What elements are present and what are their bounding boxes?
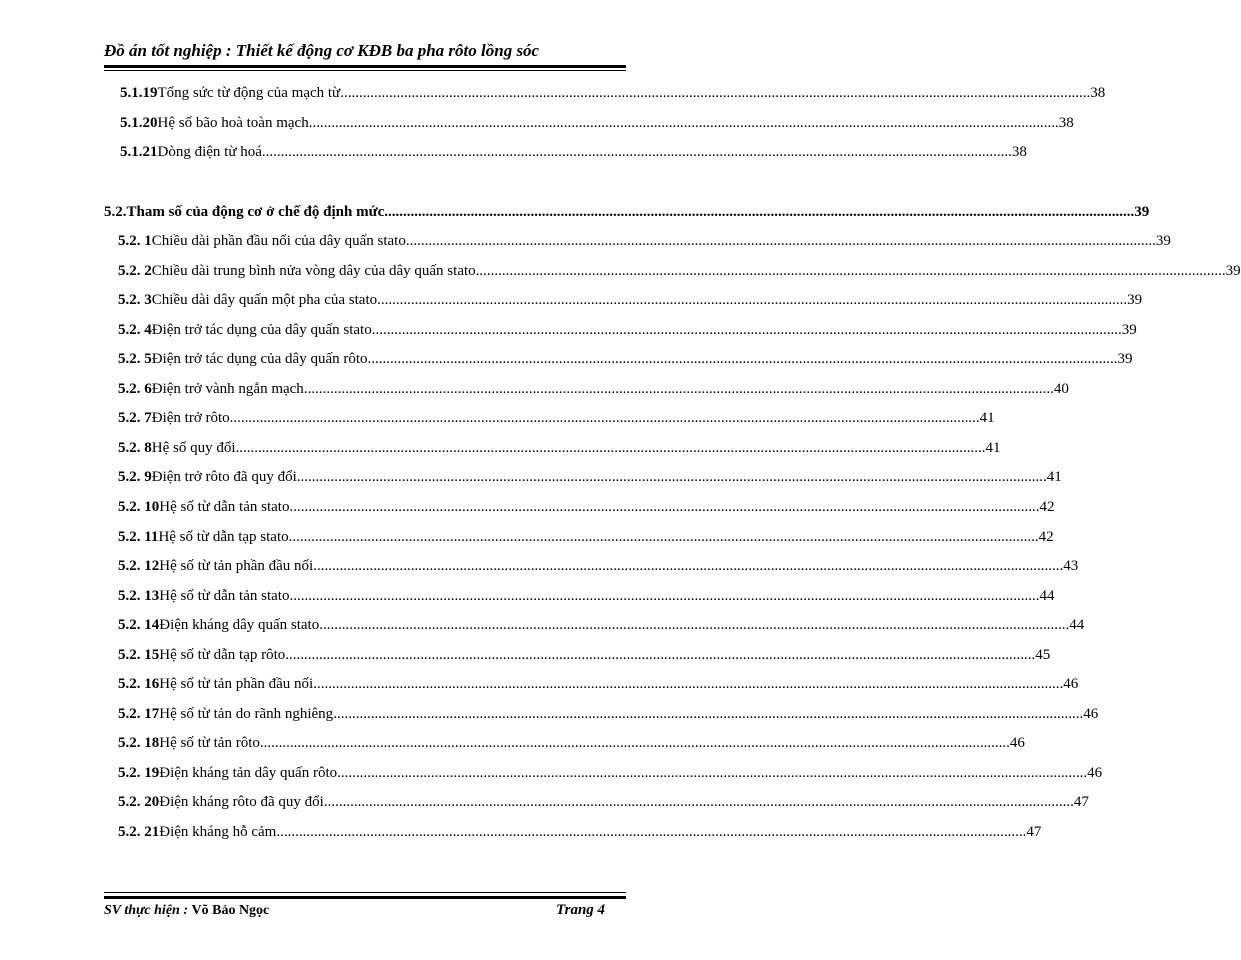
toc-entry bbox=[118, 439, 1001, 457]
footer-rule-thick bbox=[104, 896, 626, 899]
dot-leader: ........................................................................................................................................................................................................ bbox=[371, 321, 1122, 338]
toc-entry-title: Hệ số từ dẫn tản stato bbox=[159, 498, 290, 515]
toc-entry-title: Hệ số từ tản rôto bbox=[159, 735, 260, 752]
toc-entry bbox=[118, 824, 1042, 841]
dot-leader: ........................................................................................................................................................................................................ bbox=[289, 587, 1040, 604]
toc-entry-page: 40 bbox=[1053, 380, 1069, 397]
dot-leader: ........................................................................................................................................................................................................ bbox=[384, 204, 1135, 220]
toc-entry-page: 47 bbox=[1073, 794, 1089, 811]
toc-entry-number: 5.2. 15 bbox=[118, 646, 160, 663]
dot-leader: ........................................................................................................................................................................................................ bbox=[313, 676, 1064, 693]
toc-entry-page: 39 bbox=[1155, 233, 1171, 249]
toc-entry bbox=[118, 676, 1079, 693]
toc-entry-page: 46 bbox=[1083, 705, 1099, 722]
toc-entry-page: 38 bbox=[1090, 85, 1106, 101]
toc-entry-number: 5.2. 9 bbox=[118, 469, 152, 486]
toc-entry-number: 5.2. 8 bbox=[118, 439, 152, 456]
toc-entry-title: Điện kháng tản dây quấn rôto bbox=[159, 764, 338, 781]
toc-entry-page: 39 bbox=[1127, 292, 1143, 309]
toc-entry-number: 5.2. 12 bbox=[118, 558, 160, 575]
toc-entry-number: 5.2. 11 bbox=[118, 528, 159, 545]
dot-leader: ........................................................................................................................................................................................................ bbox=[285, 646, 1036, 663]
toc-entry-number: 5.2. 3 bbox=[118, 292, 152, 309]
toc-entry-page: 45 bbox=[1035, 646, 1051, 663]
toc-entry-title: Điện trở vành ngắn mạch bbox=[151, 380, 304, 397]
toc-entry-page: 39 bbox=[1134, 204, 1150, 220]
dot-leader: ........................................................................................................................................................................................................ bbox=[319, 617, 1070, 634]
toc-entry-page: 42 bbox=[1039, 498, 1055, 515]
toc-entry-title: Hệ số quy đổi bbox=[151, 439, 236, 456]
toc-entry-title: Dòng điện từ hoá bbox=[157, 144, 262, 160]
dot-leader: ........................................................................................................................................................................................................ bbox=[337, 764, 1088, 781]
toc-entry-number: 5.2. 7 bbox=[118, 410, 152, 427]
toc-entry-number: 5.2. 1 bbox=[118, 233, 152, 249]
dot-leader: ........................................................................................................................................................................................................ bbox=[405, 233, 1156, 249]
dot-leader: ........................................................................................................................................................................................................ bbox=[276, 824, 1027, 840]
toc-entry-title: Hệ số bão hoà toàn mạch bbox=[157, 114, 309, 131]
toc-entry-page: 39 bbox=[1121, 321, 1137, 338]
toc-entry-title: Tổng sức từ động của mạch từ bbox=[157, 85, 341, 101]
dot-leader: ........................................................................................................................................................................................................ bbox=[377, 292, 1128, 309]
toc-entry-page: 41 bbox=[979, 410, 995, 427]
dot-leader: ........................................................................................................................................................................................................ bbox=[235, 439, 986, 456]
toc-entry bbox=[118, 735, 1025, 752]
toc-entry-page: 46 bbox=[1063, 676, 1079, 693]
dot-leader: ........................................................................................................................................................................................................ bbox=[303, 380, 1054, 397]
toc-entry-page: 43 bbox=[1063, 558, 1079, 575]
dot-leader: ........................................................................................................................................................................................................ bbox=[333, 705, 1084, 722]
toc-entry-number: 5.2. 2 bbox=[118, 262, 152, 279]
toc-entry bbox=[118, 469, 1062, 486]
toc-entry-title: Điện kháng rôto đã quy đổi bbox=[159, 794, 324, 811]
dot-leader: ........................................................................................................................................................................................................ bbox=[296, 469, 1047, 486]
toc-entry bbox=[120, 85, 1106, 102]
author-name: Võ Bảo Ngọc bbox=[191, 903, 270, 918]
toc-entry-page: 46 bbox=[1009, 735, 1025, 752]
dot-leader: ........................................................................................................................................................................................................ bbox=[259, 735, 1010, 752]
toc-entry bbox=[118, 764, 1103, 782]
dot-leader: ........................................................................................................................................................................................................ bbox=[367, 351, 1118, 368]
toc-entry-number: 5.2. bbox=[104, 204, 127, 220]
toc-entry-number: 5.1.20 bbox=[120, 114, 158, 131]
toc-entry-title: Điện trở rôto đã quy đổi bbox=[151, 469, 297, 486]
header-rule-thin bbox=[104, 70, 626, 71]
toc-entry bbox=[120, 114, 1074, 132]
toc-entry-title: Điện trở tác dụng của dây quấn rôto bbox=[151, 351, 368, 368]
toc-entry-title: Hệ số từ dẫn tạp rôto bbox=[159, 646, 286, 663]
dot-leader: ........................................................................................................................................................................................................ bbox=[313, 558, 1064, 575]
toc-entry-page: 38 bbox=[1011, 144, 1027, 160]
toc-entry-title: Chiều dài phần đầu nối của dây quấn stato bbox=[151, 233, 406, 249]
toc-entry-page: 44 bbox=[1039, 587, 1055, 604]
toc-entry-number: 5.2. 20 bbox=[118, 794, 160, 811]
toc-entry bbox=[118, 558, 1079, 575]
toc-entry-number: 5.2. 17 bbox=[118, 705, 160, 722]
toc-entry-page: 41 bbox=[1046, 469, 1062, 486]
toc-entry-title: Hệ số từ dẫn tản stato bbox=[159, 587, 290, 604]
footer-rule-thin bbox=[104, 892, 626, 893]
toc-entry-title: Chiều dài dây quấn một pha của stato bbox=[151, 292, 378, 309]
toc-entry-title: Điện kháng hỗ cảm bbox=[159, 824, 277, 840]
toc-entry-number: 5.2. 4 bbox=[118, 321, 152, 338]
dot-leader: ........................................................................................................................................................................................................ bbox=[289, 498, 1040, 515]
header-rule-thick bbox=[104, 65, 626, 68]
toc-entry bbox=[118, 528, 1054, 546]
toc-entry-page: 39 bbox=[1225, 262, 1241, 279]
toc-entry bbox=[118, 646, 1051, 664]
toc-entry-number: 5.2. 14 bbox=[118, 617, 160, 634]
toc-entry-number: 5.2. 21 bbox=[118, 824, 160, 840]
toc-entry bbox=[118, 794, 1089, 811]
toc-entry-page: 39 bbox=[1117, 351, 1133, 368]
toc-entry-number: 5.2. 5 bbox=[118, 351, 152, 368]
document-title: Đồ án tốt nghiệp : Thiết kế động cơ KĐB ba pha rôto lồng sóc bbox=[104, 41, 540, 60]
dot-leader: ........................................................................................................................................................................................................ bbox=[323, 794, 1074, 811]
toc-entry-number: 5.2. 16 bbox=[118, 676, 160, 693]
toc-entry bbox=[118, 292, 1143, 309]
toc-entry-title: Điện trở tác dụng của dây quấn stato bbox=[151, 321, 372, 338]
toc-entry-page: 41 bbox=[985, 439, 1001, 456]
toc-entry bbox=[118, 410, 995, 427]
dot-leader: ........................................................................................................................................................................................................ bbox=[308, 114, 1059, 131]
toc-entry-number: 5.2. 18 bbox=[118, 735, 160, 752]
dot-leader: ........................................................................................................................................................................................................ bbox=[229, 410, 980, 427]
toc-entry-number: 5.2. 13 bbox=[118, 587, 160, 604]
toc-entry bbox=[118, 262, 1241, 280]
toc-entry-title: Hệ số từ dẫn tạp stato bbox=[158, 528, 289, 545]
toc-entry bbox=[118, 705, 1099, 723]
dot-leader: ........................................................................................................................................................................................................ bbox=[340, 85, 1091, 101]
toc-entry-page: 44 bbox=[1069, 617, 1085, 634]
toc-entry-page: 47 bbox=[1026, 824, 1042, 840]
toc-entry bbox=[118, 233, 1171, 250]
author-line bbox=[104, 903, 269, 919]
toc-entry bbox=[118, 587, 1055, 605]
toc-entry bbox=[118, 498, 1055, 516]
toc-entry bbox=[118, 617, 1085, 634]
author-label: SV thực hiện : bbox=[104, 903, 192, 918]
toc-entry-number: 5.2. 19 bbox=[118, 764, 160, 781]
toc-entry-number: 5.2. 6 bbox=[118, 380, 152, 397]
toc-entry bbox=[118, 380, 1069, 398]
toc-entry-title: Hệ số từ tản phần đầu nối bbox=[159, 676, 314, 693]
toc-entry-page: 42 bbox=[1038, 528, 1054, 545]
dot-leader: ........................................................................................................................................................................................................ bbox=[261, 144, 1012, 160]
toc-entry-number: 5.2. 10 bbox=[118, 498, 160, 515]
toc-entry-number: 5.1.19 bbox=[120, 85, 158, 101]
toc-entry-title: Tham số của động cơ ở chế độ định mức bbox=[126, 204, 385, 220]
toc-entry-title: Chiều dài trung bình nửa vòng dây của dây quấn stato bbox=[151, 262, 476, 279]
toc-entry bbox=[120, 144, 1027, 161]
toc-entry-title: Hệ số từ tản phần đầu nối bbox=[159, 558, 314, 575]
toc-entry-title: Điện trở rôto bbox=[151, 410, 230, 427]
toc-entry bbox=[118, 321, 1137, 339]
toc-entry-page: 46 bbox=[1087, 764, 1103, 781]
toc-entry bbox=[118, 351, 1133, 368]
dot-leader: ........................................................................................................................................................................................................ bbox=[288, 528, 1039, 545]
toc-section-heading bbox=[104, 204, 1150, 221]
toc-entry-page: 38 bbox=[1058, 114, 1074, 131]
toc-entry-number: 5.1.21 bbox=[120, 144, 158, 160]
toc-entry-title: Điện kháng dây quấn stato bbox=[159, 617, 320, 634]
page-number: Trang 4 bbox=[556, 902, 606, 918]
dot-leader: ........................................................................................................................................................................................................ bbox=[475, 262, 1226, 279]
toc-entry-title: Hệ số từ tản do rãnh nghiêng bbox=[159, 705, 334, 722]
